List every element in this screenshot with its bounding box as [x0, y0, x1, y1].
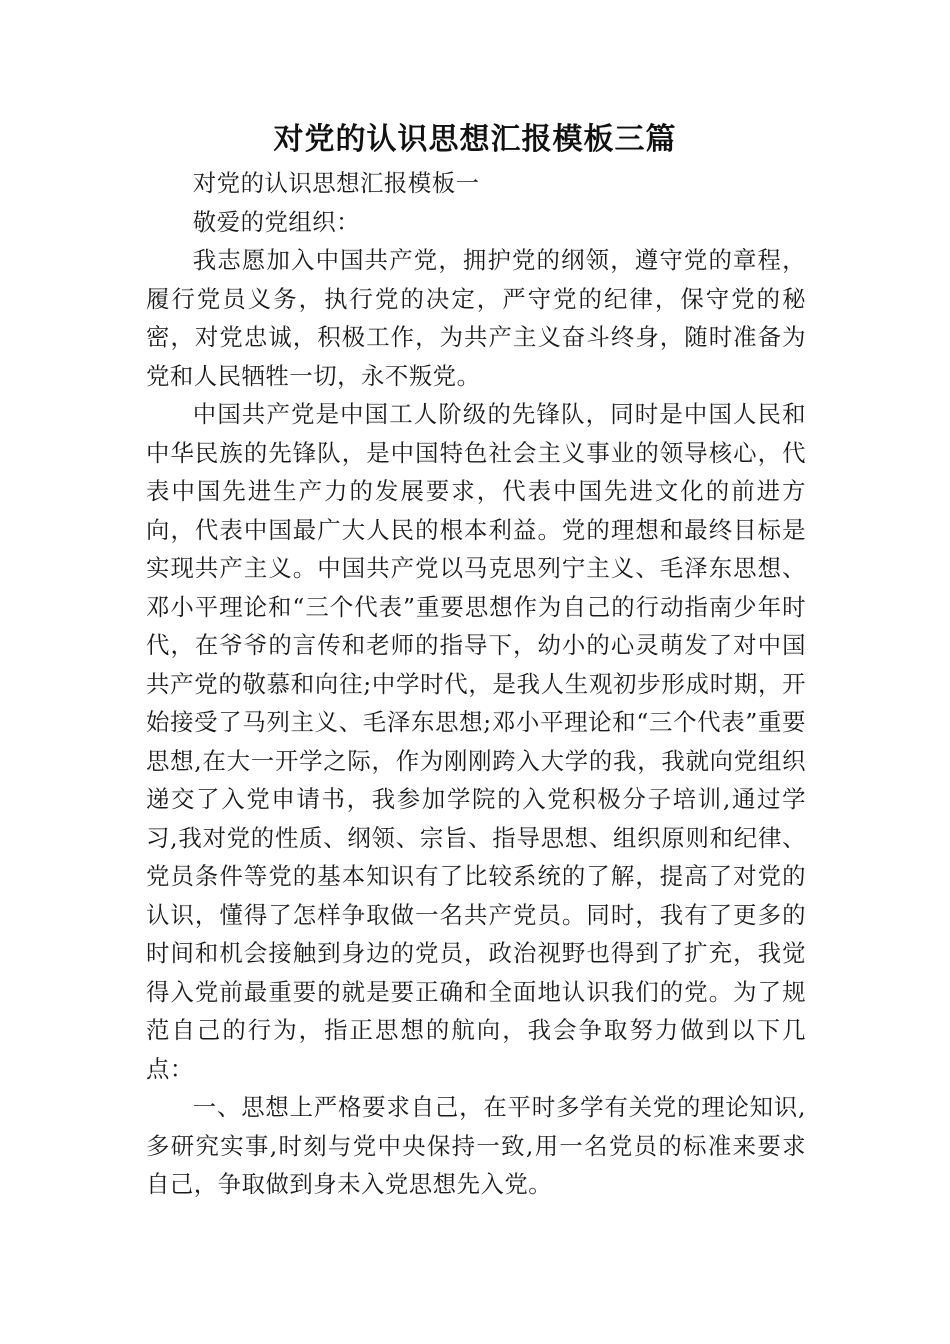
- section-heading: 对党的认识思想汇报模板一: [192, 169, 480, 197]
- paragraph-point-one: 一、思想上严格要求自己，在平时多学有关党的理论知识,多研究实事,时刻与党中央保持一致,用一名党员的标准来要求自己，争取做到身未入党思想先入党。: [146, 1093, 806, 1198]
- document-body: [146, 164, 806, 1204]
- paragraph-party-understanding: 中国共产党是中国工人阶级的先锋队，同时是中国人民和中华民族的先锋队，是中国特色社会主义事业的领导核心，代表中国先进生产力的发展要求，代表中国先进文化的前进方向，代表中国最广大人民的根本利益。党的理想和最终目标是实现共产主义。中国共产党以马克思列宁主义、毛泽东思想、邓小平理论和“三个代表”重要思想作为自己的行动指南少年时代，在爷爷的言传和老师的指导下，幼小的心灵萌发了对中国共产党的敬慕和向往;中学时代，是我人生观初步形成时期，开始接受了马列主义、毛泽东思想;邓小平理论和“三个代表”重要思想,在大一开学之际，作为刚刚跨入大学的我，我就向党组织递交了入党申请书，我参加学院的入党积极分子培训,通过学习,我对党的性质、纲领、宗旨、指导思想、组织原则和纪律、党员条件等党的基本知识有了比较系统的了解，提高了对党的认识，懂得了怎样争取做一名共产党员。同时，我有了更多的时间和机会接触到身边的党员，政治视野也得到了扩充，我觉得入党前最重要的就是要正确和全面地认识我们的党。为了规范自己的行为，指正思想的航向，我会争取努力做到以下几点：: [146, 400, 806, 1083]
- salutation: 敬爱的党组织：: [192, 207, 361, 236]
- document-title: 对党的认识思想汇报模板三篇: [273, 122, 677, 157]
- paragraph-oath: 我志愿加入中国共产党，拥护党的纲领，遵守党的章程，履行党员义务，执行党的决定，严守党的纪律，保守党的秘密，对党忠诚，积极工作，为共产主义奋斗终身，随时准备为党和人民牺牲一切，永不叛党。: [146, 246, 806, 390]
